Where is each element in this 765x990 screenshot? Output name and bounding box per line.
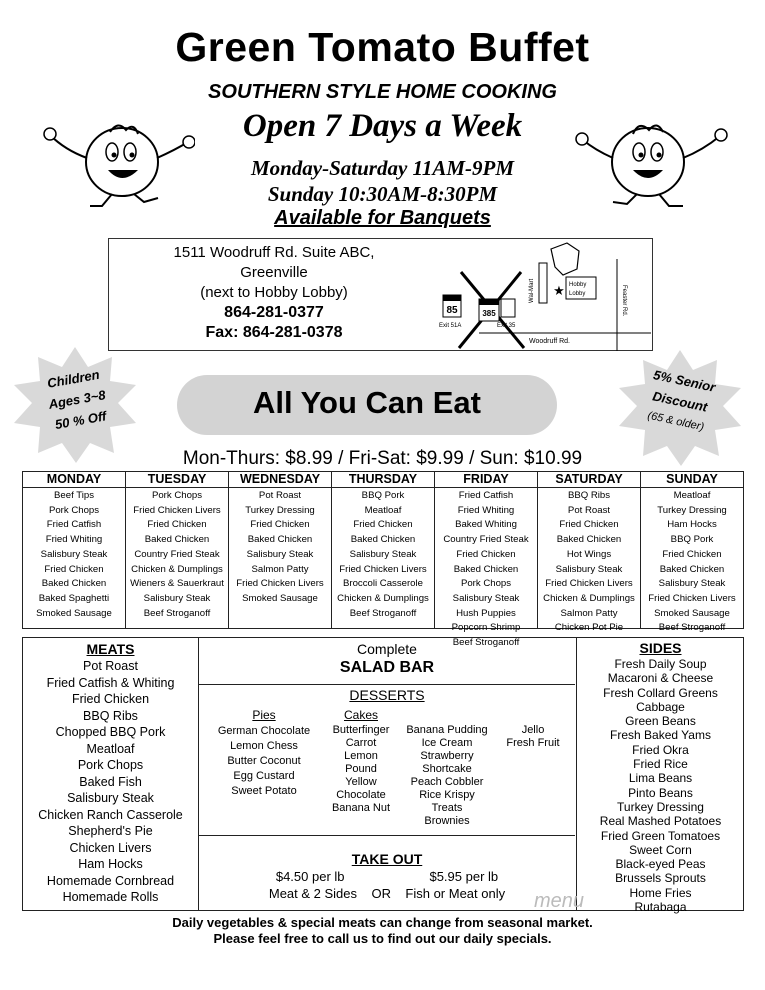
day-item: Country Fried Steak <box>443 534 529 546</box>
day-item: Turkey Dressing <box>245 504 315 516</box>
day-item: Salisbury Steak <box>658 578 726 590</box>
fax-number: Fax: 864-281-0378 <box>205 324 343 341</box>
day-item: Smoked Sausage <box>654 607 730 619</box>
pie-item: German Chocolate <box>217 725 311 737</box>
day-item: Meatloaf <box>673 490 711 501</box>
day-heading: MONDAY <box>23 472 125 488</box>
day-item: Hot Wings <box>566 548 612 560</box>
day-item: Pot Roast <box>567 504 611 516</box>
i85-label: 85 <box>446 305 458 316</box>
dessert-item: Strawberry <box>420 750 474 762</box>
side-item: Rutabaga <box>634 900 687 915</box>
dessert-item: Banana Pudding <box>406 724 488 736</box>
day-item: Fried Chicken Livers <box>648 592 736 604</box>
sides-list <box>577 657 744 914</box>
day-item: Salmon Patty <box>560 607 618 619</box>
day-item: Baked Chicken <box>453 563 519 575</box>
hobby-label: Hobby <box>569 282 587 288</box>
side-item: Fried Okra <box>632 742 689 757</box>
day-item: Salisbury Steak <box>40 548 108 560</box>
day-item: Chicken & Dumplings <box>543 592 635 604</box>
day-item: Broccoli Casserole <box>343 578 423 590</box>
meat-item: Fried Chicken <box>71 692 150 706</box>
menu-bottom-section <box>22 637 744 915</box>
pies-heading: Pies <box>252 708 276 722</box>
day-item: Baked Spaghetti <box>38 592 110 604</box>
exit-35-label: Exit 35 <box>497 323 516 329</box>
sides-heading: SIDES <box>639 640 682 656</box>
day-item: Fried Chicken <box>147 519 207 531</box>
cake-item: Banana Nut <box>331 802 391 814</box>
day-item: BBQ Ribs <box>567 490 611 501</box>
day-item: Fried Chicken <box>559 519 619 531</box>
watermark-text: menu <box>534 890 585 912</box>
day-item: Smoked Sausage <box>242 592 318 604</box>
day-heading: SUNDAY <box>641 472 743 488</box>
day-item: Chicken & Dumplings <box>337 592 429 604</box>
side-item: Fresh Daily Soup <box>614 657 707 671</box>
day-item: Hush Puppies <box>456 607 516 619</box>
day-item: Chicken & Dumplings <box>131 563 223 575</box>
tagline: SOUTHERN STYLE HOME COOKING <box>208 81 557 103</box>
address-line1: 1511 Woodruff Rd. Suite ABC, <box>173 244 375 261</box>
day-item: Baked Chicken <box>350 534 416 546</box>
side-item: Home Fries <box>629 885 692 900</box>
day-item: Popcorn Shrimp <box>451 622 521 634</box>
senior-discount-text: 5% Senior Discount (65 & older) <box>646 367 717 434</box>
cakes-heading: Cakes <box>343 708 378 722</box>
day-item: Beef Stroganoff <box>452 637 520 649</box>
day-item: Baked Chicken <box>41 578 107 590</box>
side-item: Cabbage <box>636 699 685 714</box>
salad-bar-complete: Complete <box>357 641 417 657</box>
side-item: Pinto Beans <box>628 785 693 800</box>
address-box <box>108 238 653 351</box>
side-item: Macaroni & Cheese <box>607 671 714 686</box>
cake-item: Lemon <box>344 750 378 762</box>
side-item: Sweet Corn <box>629 842 692 857</box>
dessert-item: Treats <box>431 802 463 814</box>
buffet-prices: Mon-Thurs: $8.99 / Fri-Sat: $9.99 / Sun: $10.99 <box>182 448 583 469</box>
day-item: Fried Whiting <box>457 504 515 516</box>
star-icon: ★ <box>553 283 565 298</box>
day-item: Baked Chicken <box>144 534 210 546</box>
day-item: Fried Chicken <box>662 548 722 560</box>
side-item: Turkey Dressing <box>617 799 704 814</box>
day-column-sunday <box>641 472 743 634</box>
restaurant-title: Green Tomato Buffet <box>175 24 590 70</box>
dessert-item: Jello <box>521 724 545 736</box>
day-item: BBQ Pork <box>670 534 714 546</box>
pie-item: Butter Coconut <box>227 755 301 767</box>
pies-column <box>205 709 323 799</box>
day-column-wednesday <box>229 472 332 628</box>
meat-item: Meatloaf <box>86 741 135 756</box>
takeout-price-1: $4.50 per lb <box>275 869 345 884</box>
day-item: Ham Hocks <box>667 519 717 531</box>
day-item: Fried Chicken Livers <box>545 578 633 590</box>
day-item: Fried Chicken <box>44 563 104 575</box>
day-item: Fried Chicken Livers <box>133 504 221 516</box>
dessert-item: Brownies <box>424 815 470 827</box>
day-item: Fried Chicken <box>250 519 310 531</box>
dessert-item: Shortcake <box>422 763 472 775</box>
phone-number[interactable]: 864-281-0377 <box>224 304 324 321</box>
meat-item: Homemade Cornbread <box>46 873 175 888</box>
day-item: Salisbury Steak <box>452 592 520 604</box>
meats-column <box>23 638 199 910</box>
day-heading: TUESDAY <box>126 472 228 488</box>
day-column-friday <box>435 472 538 649</box>
meat-item: Chopped BBQ Pork <box>55 725 166 739</box>
day-item: Country Fried Steak <box>134 548 220 560</box>
hours-sunday: Sunday 10:30AM-8:30PM <box>267 182 498 206</box>
takeout-price-2: $5.95 per lb <box>429 869 499 884</box>
day-item: Fried Whiting <box>45 534 103 546</box>
meats-list <box>23 658 198 906</box>
day-item: Meatloaf <box>364 504 402 516</box>
footer-note-2: Please feel free to call us to find out our daily specials. <box>213 931 552 946</box>
sides-column <box>576 638 744 915</box>
meat-item: Pork Chops <box>77 758 144 772</box>
feaster-rd-label: Feaster Rd. <box>621 285 627 317</box>
children-discount-text: Children Ages 3~8 50 % Off <box>46 366 108 433</box>
cake-item: Yellow <box>345 776 377 788</box>
dessert-item: Ice Cream <box>421 737 473 749</box>
day-column-thursday <box>332 472 435 628</box>
side-item: Green Beans <box>625 714 696 729</box>
meat-item: Homemade Rolls <box>62 890 159 904</box>
tomato-mascot-left-icon <box>40 110 195 210</box>
salad-bar-panel <box>199 638 575 685</box>
meat-item: Shepherd's Pie <box>68 824 153 838</box>
address-line2: Greenville <box>240 264 308 281</box>
day-item: Salisbury Steak <box>349 548 417 560</box>
day-column-saturday <box>538 472 641 634</box>
side-item: Lima Beans <box>628 771 693 786</box>
day-column-tuesday <box>126 472 229 628</box>
day-heading: THURSDAY <box>332 472 434 488</box>
salad-bar-title: SALAD BAR <box>339 659 435 676</box>
day-column-monday <box>23 472 126 628</box>
side-item: Fresh Collard Greens <box>603 685 718 700</box>
woodruff-rd-label: Woodruff Rd. <box>529 338 570 345</box>
day-item: Salmon Patty <box>251 563 309 575</box>
desserts-heading: DESSERTS <box>349 687 425 703</box>
address-text <box>109 243 439 343</box>
meat-item: BBQ Ribs <box>83 708 138 723</box>
day-item: Turkey Dressing <box>657 504 727 516</box>
pointing-hand-icon <box>551 243 579 275</box>
takeout-heading: TAKE OUT <box>351 851 423 867</box>
side-item: Fresh Baked Yams <box>610 728 711 743</box>
day-item: Salisbury Steak <box>555 563 623 575</box>
side-item: Real Mashed Potatoes <box>599 814 722 829</box>
i385-label: 385 <box>482 309 496 318</box>
day-item: Salisbury Steak <box>246 548 314 560</box>
day-heading: WEDNESDAY <box>229 472 331 488</box>
day-item: Fried Catfish <box>458 490 514 501</box>
meat-item: Pot Roast <box>83 659 138 673</box>
day-item: Baked Chicken <box>247 534 313 546</box>
day-item: Beef Stroganoff <box>143 607 211 619</box>
day-item: Pork Chops <box>48 504 100 516</box>
pie-item: Egg Custard <box>233 770 295 782</box>
desserts-panel <box>199 685 575 836</box>
lobby-label: Lobby <box>569 291 586 297</box>
day-item: Chicken Pot Pie <box>554 622 624 634</box>
takeout-description: Meat & 2 Sides OR Fish or Meat only <box>268 886 506 901</box>
day-heading: SATURDAY <box>538 472 640 488</box>
cake-item: Pound <box>345 763 377 775</box>
day-item: Beef Stroganoff <box>658 622 726 634</box>
exit-51a-label: Exit 51A <box>439 323 462 329</box>
location-map <box>439 239 654 352</box>
meat-item: Chicken Ranch Casserole <box>38 807 183 822</box>
meat-item: Salisbury Steak <box>67 791 154 805</box>
meats-heading: MEATS <box>86 641 135 657</box>
day-item: Fried Chicken <box>456 548 516 560</box>
day-item: Wieners & Sauerkraut <box>130 578 224 590</box>
side-item: Fried Rice <box>633 757 688 772</box>
cake-item: Carrot <box>345 737 377 749</box>
day-item: Baked Whiting <box>455 519 517 531</box>
day-item: Baked Chicken <box>659 563 725 575</box>
meat-item: Fried Catfish & Whiting <box>46 675 175 690</box>
day-item: Smoked Sausage <box>36 607 112 619</box>
meat-item: Chicken Livers <box>69 840 152 855</box>
dessert-item: Peach Cobbler <box>410 776 484 788</box>
cake-item: Chocolate <box>336 789 386 801</box>
day-item: Pork Chops <box>151 490 203 501</box>
cake-item: Butterfinger <box>332 724 390 736</box>
ayce-title: All You Can Eat <box>253 385 481 420</box>
cakes-column <box>321 709 401 815</box>
other-desserts-column <box>399 724 495 828</box>
side-item: Fried Green Tomatoes <box>600 828 721 843</box>
meat-item: Ham Hocks <box>78 857 143 871</box>
address-line3: (next to Hobby Lobby) <box>200 284 348 301</box>
day-item: Beef Stroganoff <box>349 607 417 619</box>
dessert-item: Rice Krispy <box>419 789 475 801</box>
pie-item: Sweet Potato <box>231 785 297 797</box>
day-item: Fried Chicken <box>353 519 413 531</box>
day-item: Beef Tips <box>54 490 94 501</box>
open-days: Open 7 Days a Week <box>242 108 523 144</box>
hours-weekday: Monday-Saturday 11AM-9PM <box>250 156 515 180</box>
day-item: BBQ Pork <box>361 490 405 501</box>
day-item: Pot Roast <box>258 490 302 501</box>
jello-column <box>495 724 571 750</box>
pie-item: Lemon Chess <box>230 740 298 752</box>
walmart-label: Wal-Mart <box>529 278 535 303</box>
tomato-mascot-right-icon <box>575 110 730 210</box>
day-item: Baked Chicken <box>556 534 622 546</box>
day-heading: FRIDAY <box>435 472 537 488</box>
day-item: Fried Chicken Livers <box>339 563 427 575</box>
middle-column <box>199 638 575 910</box>
takeout-panel <box>199 836 575 910</box>
day-item: Fried Catfish <box>46 519 102 531</box>
dessert-item: Fresh Fruit <box>506 737 560 749</box>
meat-item: Baked Fish <box>79 774 142 789</box>
banquets-note: Available for Banquets <box>274 207 491 229</box>
footer-note-1: Daily vegetables & special meats can change from seasonal market. <box>172 915 593 930</box>
side-item: Black-eyed Peas <box>615 857 706 872</box>
day-item: Fried Chicken Livers <box>236 578 324 590</box>
day-item: Pork Chops <box>460 578 512 590</box>
side-item: Brussels Sprouts <box>615 871 706 886</box>
day-item: Salisbury Steak <box>143 592 211 604</box>
